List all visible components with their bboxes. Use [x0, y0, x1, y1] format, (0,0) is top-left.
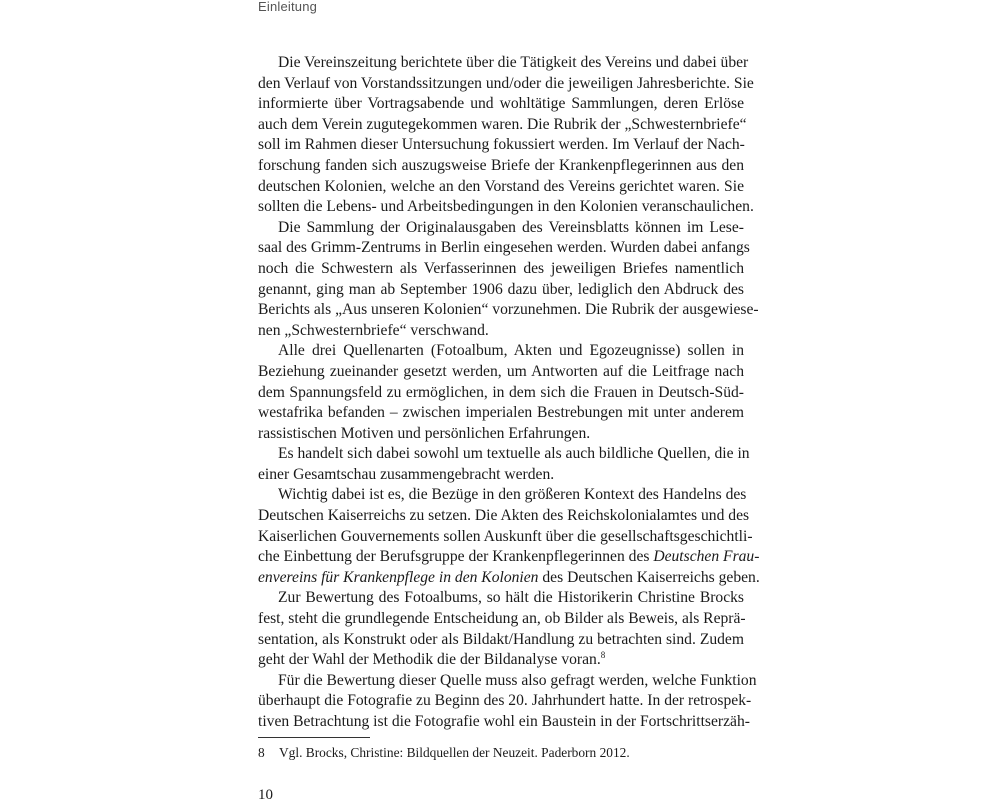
text-line: einer Gesamtschau zusammengebracht werden. [258, 465, 555, 483]
text-line: Wichtig dabei ist es, die Bezüge in den größeren Kontext des Handelns des [278, 486, 747, 504]
text-line: informierte über Vortragsabende und wohltätige Sammlungen, deren Erlöse [258, 95, 744, 113]
text-line: noch die Schwestern als Verfasserinnen des jeweiligen Briefes namentlich [258, 259, 744, 277]
running-head: Einleitung [258, 0, 318, 14]
text-line: westafrika befanden – zwischen imperialen Bestrebungen mit unter anderem [258, 404, 744, 422]
footnote-rule [258, 737, 370, 738]
footnote-reference[interactable]: 8 [600, 650, 606, 661]
text-line: sentation, als Konstrukt oder als Bildakt/Handlung zu betrachten sind. Zudem [258, 630, 744, 648]
body-text [258, 53, 760, 733]
text-line: soll im Rahmen dieser Untersuchung fokussiert werden. Im Verlauf der Nach- [258, 136, 745, 154]
text-line: den Verlauf von Vorstandssitzungen und/oder die jeweiligen Jahresberichte. Sie [258, 74, 754, 92]
text-line: deutschen Kolonien, welche an den Vorstand des Vereins gerichtet waren. Sie [258, 177, 744, 195]
text-line: Die Vereinszeitung berichtete über die Tätigkeit des Vereins und dabei über [278, 54, 749, 71]
text-line: Deutschen Kaiserreichs zu setzen. Die Akten des Reichskolonialamtes und des [258, 507, 750, 525]
text-line: Alle drei Quellenarten (Fotoalbum, Akten und Egozeugnisse) sollen in [278, 342, 744, 360]
text-line: Berichts als „Aus unseren Kolonien“ vorzunehmen. Die Rubrik der ausgewiese- [258, 301, 759, 319]
text-line: dem Spannungsfeld zu ermöglichen, in dem sich die Frauen in Deutsch-Süd- [258, 383, 744, 401]
text-line: tiven Betrachtung ist die Fotografie wohl ein Baustein in der Fortschrittserzäh- [258, 713, 750, 730]
text-line: überhaupt die Fotografie zu Beginn des 20. Jahrhundert hatte. In der retrospek- [258, 692, 752, 710]
italic-title: envereins für Krankenpflege in den Kolonien [258, 568, 539, 586]
text-line: fest, steht die grundlegende Entscheidung an, ob Bilder als Beweis, als Reprä- [258, 610, 746, 628]
text-line: rassistischen Motiven und persönlichen Erfahrungen. [258, 424, 591, 442]
text-line: Die Sammlung der Originalausgaben des Vereinsblatts können im Lese- [278, 218, 744, 236]
text-line: genannt, ging man ab September 1906 dazu über, lediglich den Abdruck des [258, 280, 744, 298]
text-line: nen „Schwesternbriefe“ verschwand. [258, 321, 489, 339]
text-line: Kaiserlichen Gouvernements sollen Auskunft über die gesellschaftsgeschichtli- [258, 527, 753, 545]
italic-title: Deutschen Frau- [653, 548, 760, 566]
text-line: geht der Wahl der Methodik die der Bildanalyse voran.$^8$ [258, 650, 606, 669]
text-line: sollten die Lebens- und Arbeitsbedingungen in den Kolonien veranschaulichen. [258, 198, 754, 216]
text-line: Für die Bewertung dieser Quelle muss also gefragt werden, welche Funktion [278, 671, 757, 689]
text-line: envereins für Krankenpflege in den Kolonien des Deutschen Kaiserreichs geben. [258, 568, 760, 586]
text-line: forschung fanden sich auszugsweise Briefe der Krankenpflegerinnen aus den [258, 156, 744, 174]
text-line: Es handelt sich dabei sowohl um textuelle als auch bildliche Quellen, die in [278, 445, 750, 463]
text-line: saal des Grimm-Zentrums in Berlin eingesehen werden. Wurden dabei anfangs [258, 239, 750, 257]
page-number: 10 [258, 787, 273, 803]
footnote-number: 8 [258, 745, 265, 760]
footnote-text: Vgl. Brocks, Christine: Bildquellen der Neuzeit. Paderborn 2012. [279, 745, 630, 760]
text-line: Beziehung zueinander gesetzt werden, um Antworten auf die Leitfrage nach [258, 362, 744, 380]
footnote [258, 744, 630, 762]
text-line: Zur Bewertung des Fotoalbums, so hält die Historikerin Christine Brocks [278, 589, 744, 607]
text-line: auch dem Verein zugutegekommen waren. Die Rubrik der „Schwesternbriefe“ [258, 115, 747, 133]
text-line: che Einbettung der Berufsgruppe der Krankenpflegerinnen des Deutschen Frau- [258, 548, 760, 566]
